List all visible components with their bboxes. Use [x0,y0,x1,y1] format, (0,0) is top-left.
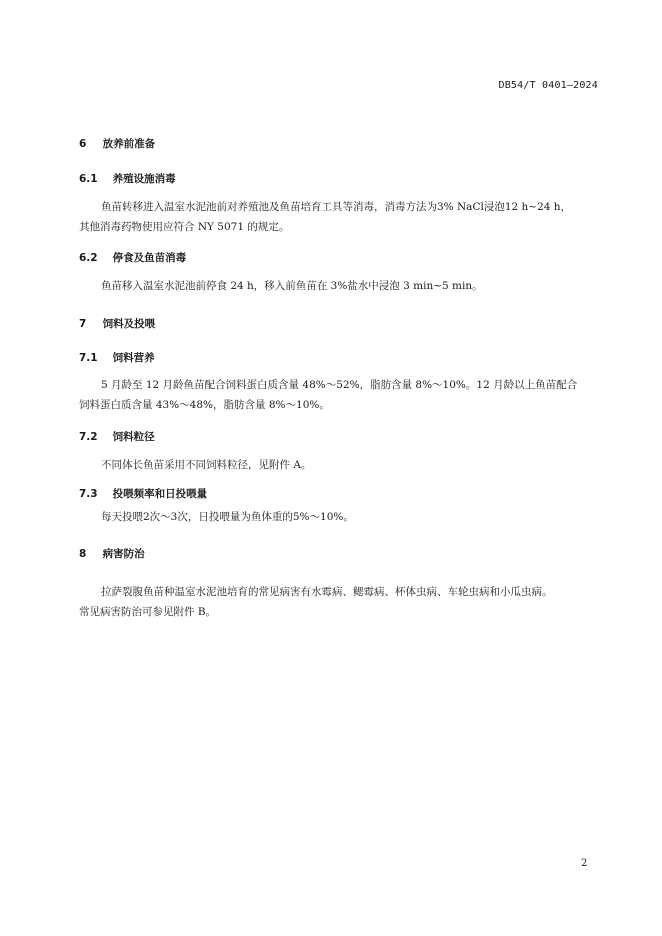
section-title: 饲料粒径 [112,431,155,443]
section-title: 养殖设施消毒 [112,173,176,185]
section-6-1-heading [79,171,176,186]
section-number: 8 [79,548,87,560]
section-7-3-heading [79,486,207,501]
section-6-2-heading [79,250,186,265]
page-number: 2 [581,858,588,869]
paragraph-line: 鱼苗转移进入温室水泥池前对养殖池及鱼苗培育工具等消毒，消毒方法为3% NaCl浸泡12 h~24 h， [101,201,572,213]
section-7-2-paragraph [79,456,607,476]
paragraph-line: 拉萨裂腹鱼苗种温室水泥池培育的常见病害有水霉病、鳃霉病、杯体虫病、车轮虫病和小瓜虫病。 [101,586,553,598]
section-number: 7.1 [79,352,98,364]
section-7-1-heading [79,350,155,365]
paragraph-line: 每天投喂2次～3次，日投喂量为鱼体重的5%～10%。 [101,511,354,523]
paragraph-line: 不同体长鱼苗采用不同饲料粒径，见附件 A。 [101,459,312,471]
section-7-heading [79,316,155,331]
section-number: 6 [79,138,87,150]
section-number: 7.2 [79,431,98,443]
section-title: 饲料及投喂 [102,318,156,330]
paragraph-line: 其他消毒药物使用应符合 NY 5071 的规定。 [79,220,290,233]
section-6-heading [79,136,155,151]
section-8-paragraph [79,583,607,622]
section-number: 7 [79,318,87,330]
section-title: 停食及鱼苗消毒 [112,252,187,264]
section-6-1-paragraph [79,198,607,237]
section-number: 6.1 [79,173,98,185]
section-6-2-paragraph [79,277,607,297]
section-title: 放养前准备 [102,138,156,150]
paragraph-line: 5 月龄至 12 月龄鱼苗配合饲料蛋白质含量 48%～52%，脂肪含量 8%～10%。12 月龄以上鱼苗配合 [101,379,578,391]
section-title: 投喂频率和日投喂量 [112,488,208,500]
section-7-3-paragraph [79,508,607,528]
paragraph-line: 常见病害防治可参见附件 B。 [79,605,217,618]
section-title: 饲料营养 [112,352,155,364]
section-number: 7.3 [79,488,98,500]
document-code: DB54/T 0401—2024 [498,80,598,91]
section-number: 6.2 [79,252,98,264]
paragraph-line: 鱼苗移入温室水泥池前停食 24 h，移入前鱼苗在 3%盐水中浸泡 3 min~5 min。 [101,280,483,292]
section-7-1-paragraph [79,376,607,415]
section-title: 病害防治 [102,548,145,560]
section-7-2-heading [79,429,155,444]
paragraph-line: 饲料蛋白质含量 43%～48%，脂肪含量 8%～10%。 [79,398,330,411]
section-8-heading [79,546,145,561]
